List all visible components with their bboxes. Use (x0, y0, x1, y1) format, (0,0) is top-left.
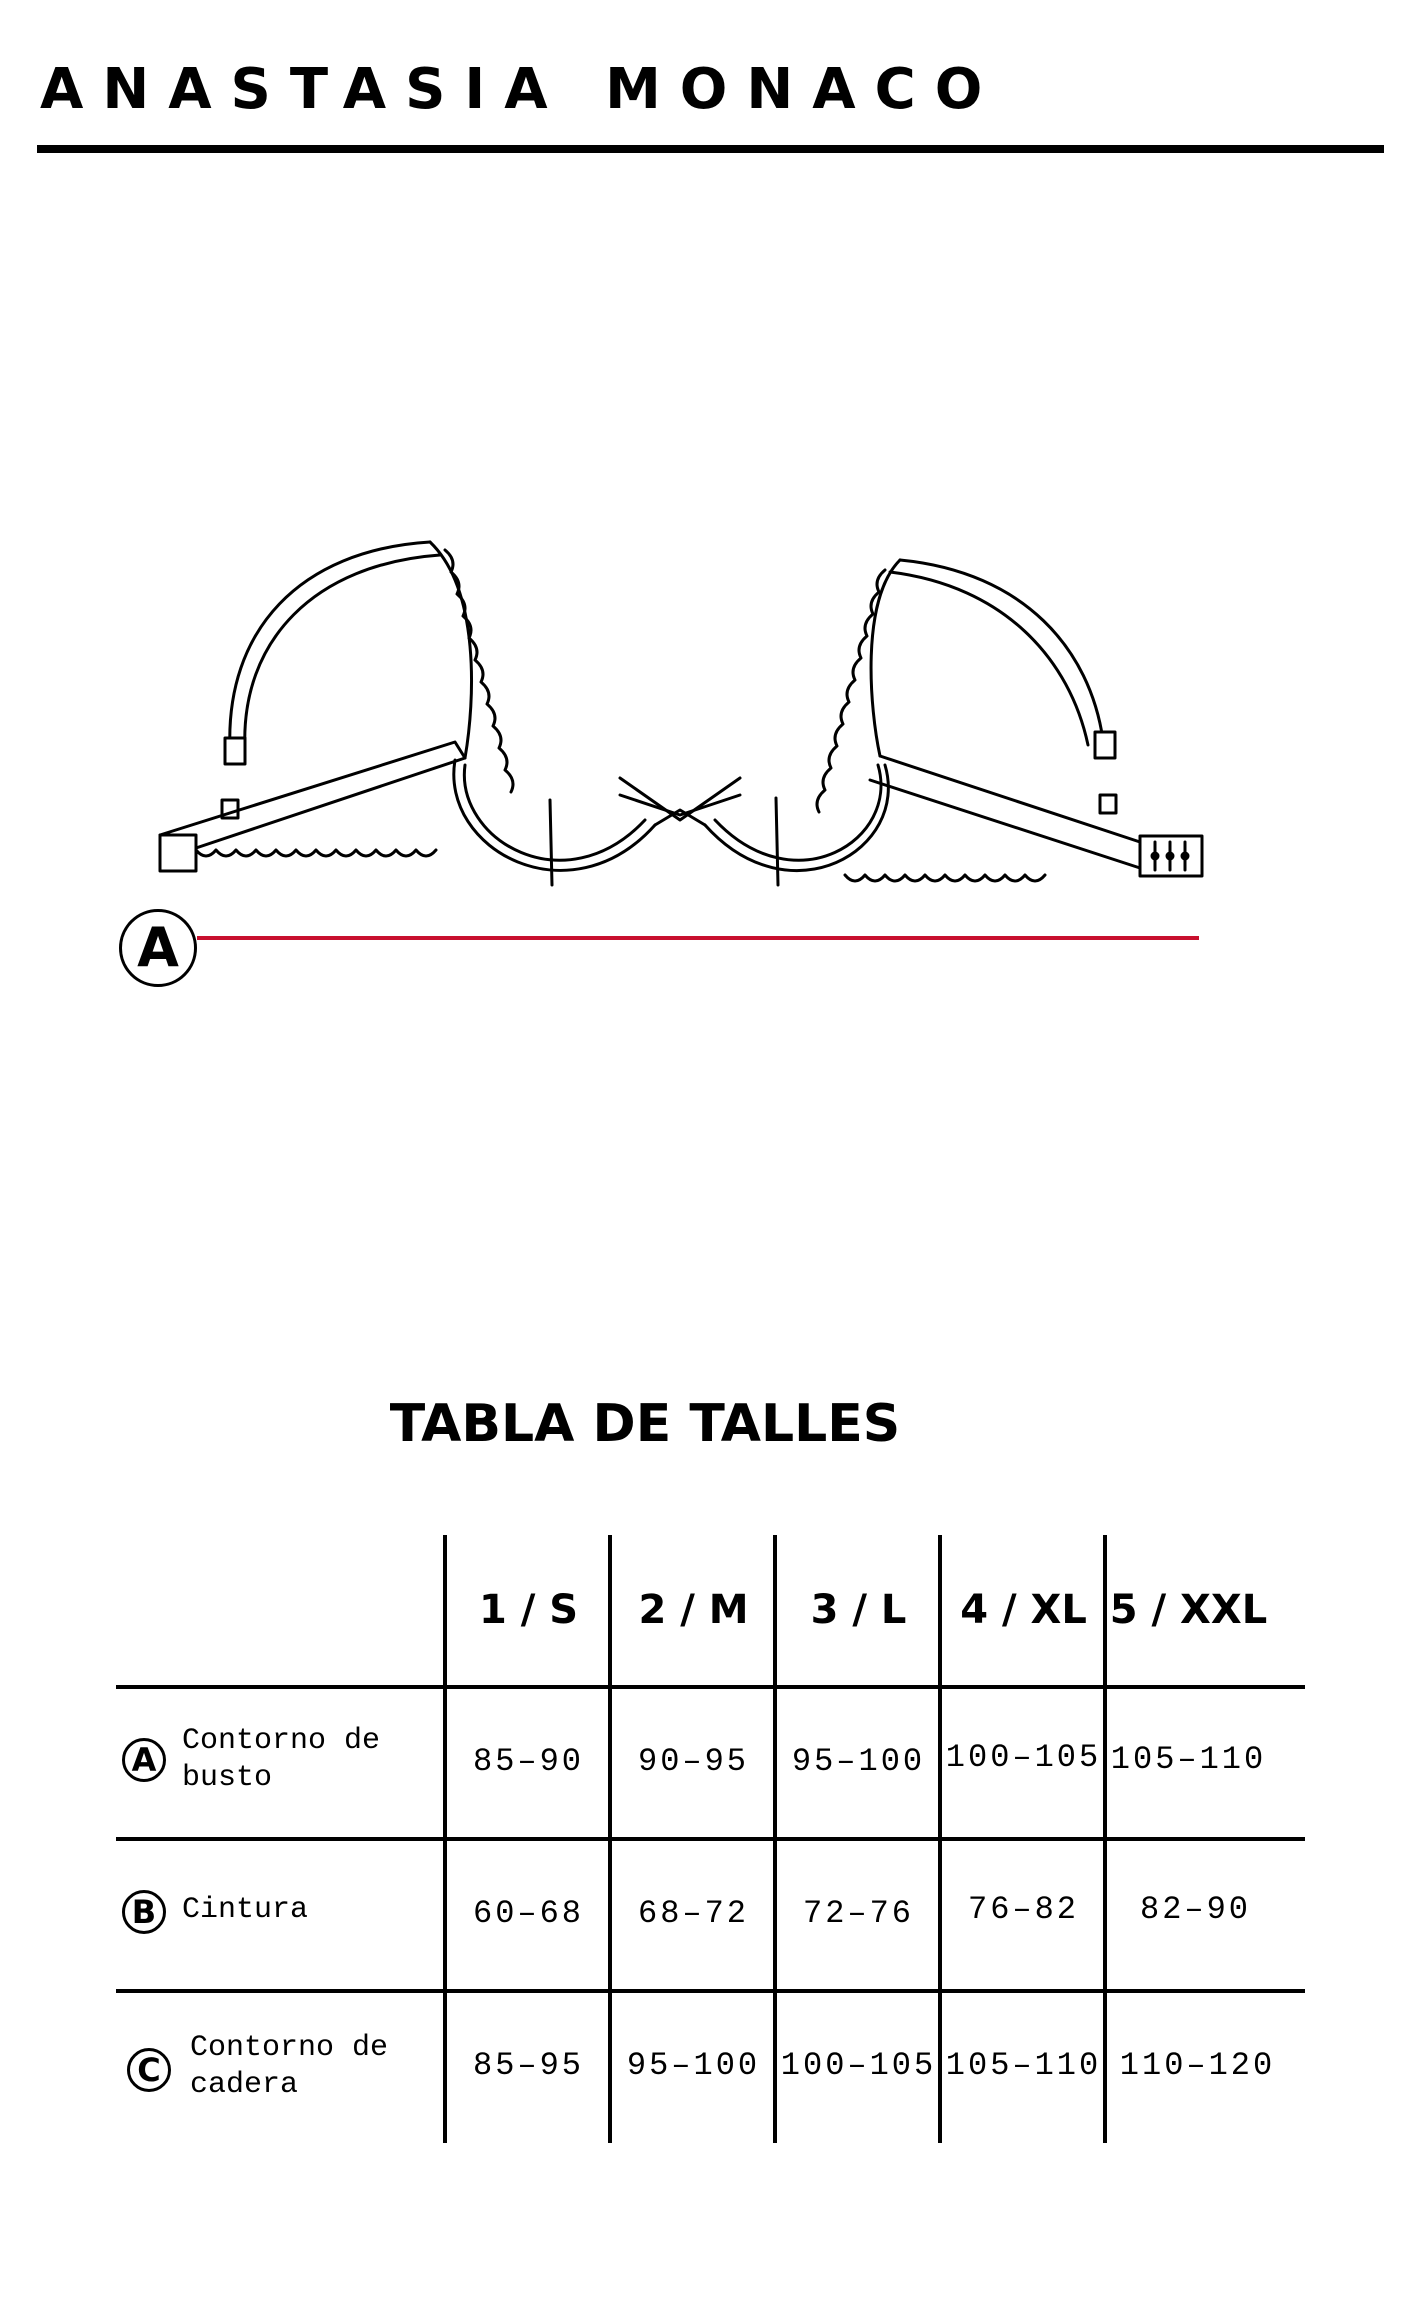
table-row-divider (116, 1837, 1305, 1841)
size-header-l: 3 / L (810, 1587, 907, 1633)
measurement-line-a (197, 936, 1199, 940)
table-cell: 85–90 (472, 1743, 584, 1780)
table-cell: 95–100 (791, 1743, 926, 1780)
table-row-divider (116, 1989, 1305, 1993)
table-title: TABLA DE TALLES (389, 1394, 901, 1454)
table-cell: 68–72 (637, 1895, 749, 1932)
table-row-divider (116, 1685, 1305, 1689)
bra-outline-icon (100, 520, 1260, 1000)
brand-title: ANASTASIA MONACO (40, 57, 1002, 122)
table-cell: 72–76 (802, 1895, 914, 1932)
table-cell: 82–90 (1139, 1891, 1251, 1928)
measurement-marker-a: A (119, 909, 197, 987)
table-cell: 76–82 (967, 1891, 1079, 1928)
size-header-xl: 4 / XL (960, 1587, 1087, 1633)
header-divider (37, 145, 1384, 153)
row-label-cintura: Cintura (182, 1893, 309, 1927)
table-cell: 105–110 (945, 2047, 1102, 2084)
table-cell: 110–120 (1119, 2047, 1276, 2084)
table-cell: 60–68 (472, 1895, 584, 1932)
size-header-m: 2 / M (638, 1587, 749, 1633)
row-marker-a: A (122, 1738, 166, 1782)
table-cell: 90–95 (637, 1743, 749, 1780)
row-label-cadera: Contorno de cadera (190, 2031, 389, 2102)
table-cell: 95–100 (626, 2047, 761, 2084)
table-cell: 100–105 (945, 1739, 1102, 1776)
row-marker-c: C (127, 2048, 171, 2092)
size-header-s: 1 / S (478, 1587, 579, 1633)
row-label-busto: Contorno de busto (182, 1724, 381, 1795)
table-cell: 100–105 (780, 2047, 937, 2084)
table-cell: 105–110 (1110, 1741, 1267, 1778)
row-marker-b: B (122, 1890, 166, 1934)
table-cell: 85–95 (472, 2047, 584, 2084)
size-header-xxl: 5 / XXL (1109, 1587, 1268, 1633)
